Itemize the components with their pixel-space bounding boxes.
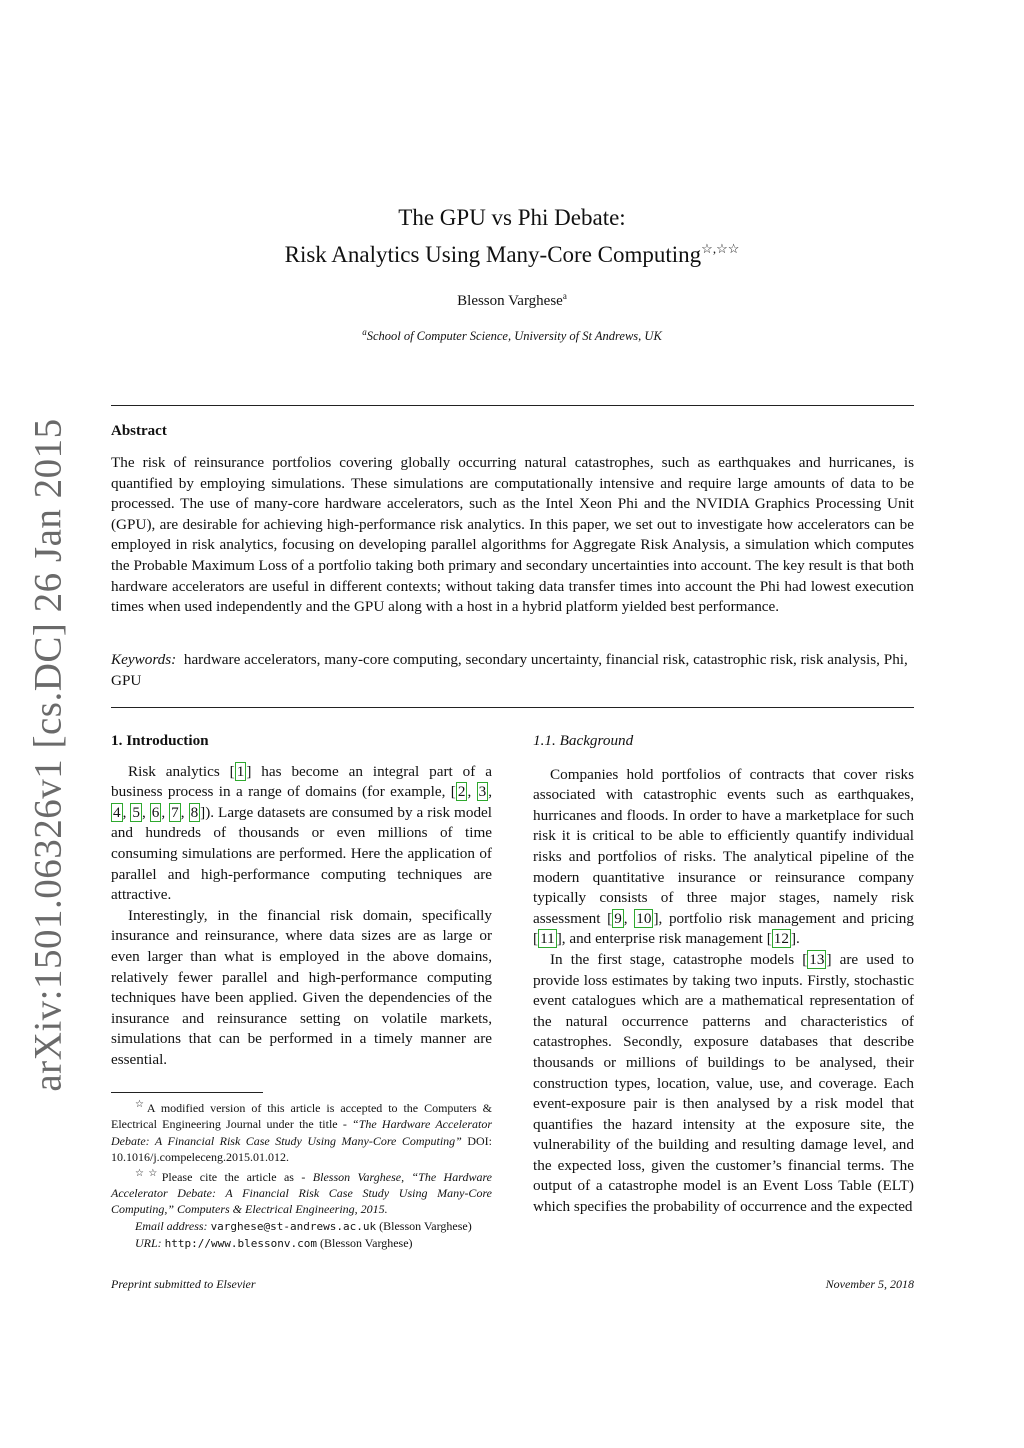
citation-link[interactable]: 10 (636, 909, 652, 927)
footnote-rule (111, 1092, 263, 1093)
citation-link[interactable]: 5 (132, 803, 140, 821)
url-footnote: URL: http://www.blessonv.com (Blesson Varghese) (135, 1236, 413, 1251)
citation-link[interactable]: 12 (773, 930, 789, 948)
intro-paragraph-1: Risk analytics [ 1 ] has become an integral part of a business process in a range of domains (for example, [ 2 , 3 , 4 , 5 , 6 , 7 , 8 ]). Large datasets are consumed by a risk model and hundreds of thousands or even millions of time consuming simulations are performed. Here the application of parallel and high-performance computing techniques are attractive. (111, 762, 493, 904)
footnote-2: ☆☆Please cite the article as - Blesson Varghese, “The Hardware Accelerator Debate: A Financial Risk Case Study Using Many-Core Computing,” Computers & Electrical Engineering, 2015. (111, 1167, 493, 1217)
citation-link[interactable]: 13 (809, 950, 825, 968)
paper-title (110, 202, 914, 270)
footnotes (111, 1097, 492, 1253)
citation-link[interactable]: 1 (236, 762, 245, 780)
top-rule (111, 405, 914, 406)
citation-link[interactable]: 11 (540, 930, 555, 948)
citation-link[interactable]: 4 (113, 803, 121, 821)
author-line (110, 291, 914, 310)
right-column (533, 731, 914, 1218)
intro-paragraph-2: Interestingly, in the financial risk domain, specifically insurance and reinsurance, where data sizes are as large or even larger than what is employed in the above domains, relatively fewer parallel and high-performance computing techniques have been applied. Given the dependencies of the insurance and reinsurance setting on volatile markets, simulations that can be performed in a timely manner are essential. (111, 906, 492, 1068)
keywords-label: Keywords: (111, 651, 177, 668)
background-heading: 1.1. Background (533, 732, 634, 749)
citation-link[interactable]: 8 (190, 803, 199, 821)
affiliation (110, 327, 914, 344)
footer-preprint-note: Preprint submitted to Elsevier (111, 1277, 256, 1291)
title-footnote-marks: ☆,☆☆ (701, 241, 740, 256)
email-footnote: Email address: varghese@st-andrews.ac.uk (Blesson Varghese) (135, 1218, 472, 1233)
author-name: Blesson Varghese (457, 293, 563, 309)
citation-link[interactable]: 9 (614, 909, 622, 927)
citation-link[interactable]: 2 (457, 783, 466, 801)
citation-link[interactable]: 6 (151, 803, 160, 821)
author-affil-mark: a (562, 291, 567, 301)
keywords-text: hardware accelerators, many-core computing, secondary uncertainty, financial risk, catastrophic risk, risk analysis, Phi, GPU (111, 651, 908, 689)
background-paragraph-2: In the first stage, catastrophe models [ 13 ] are used to provide loss estimates by taking two inputs. Firstly, stochastic event catalogues which are a mathematical representation of the natural occurrence patterns and characteristics of catastrophes. Secondly, exposure databases that describe thousands or millions of buildings to be analysed, their construction types, location, value, use, and coverage. Each event-exposure pair is then analysed by a risk model that quantifies the hazard intensity at the exposure site, the vulnerability of the building and resulting damage level, and the expected loss, given the customer’s financial terms. The output of a catastrophe model is an Event Loss Table (ELT) which specifies the probability of occurrence and the expected (533, 950, 914, 1216)
background-paragraph-1: Companies hold portfolios of contracts that cover risks associated with catastrophic events such as earthquakes, hurricanes and floods. In order to have a marketplace for such risk it is critical to be able to efficiently quantify individual risks and portfolios of risks. The analytical pipeline of the modern quantitative insurance or reinsurance company typically consists of three major stages, namely risk assessment [ 9 , 10 ], portfolio risk management and pricing [ 11 ], and enterprise risk management [ 12 ]. (533, 765, 914, 948)
citation-link[interactable]: 3 (478, 783, 487, 801)
url-link[interactable]: http://www.blessonv.com (164, 1237, 317, 1251)
keywords (111, 650, 914, 691)
intro-heading: 1. Introduction (111, 732, 209, 749)
arxiv-sidebar (8, 418, 88, 1092)
abstract-heading: Abstract (111, 423, 167, 439)
affil-mark: a (362, 327, 367, 337)
title-line-1: The GPU vs Phi Debate: (398, 205, 626, 230)
arxiv-identifier: arXiv:1501.06326v1 [cs.DC] 26 Jan 2015 (26, 418, 70, 1092)
citation-link[interactable]: 7 (171, 803, 179, 821)
left-column (111, 731, 492, 1071)
abstract-body: The risk of reinsurance portfolios covering globally occurring natural catastrophes, such as earthquakes and hurricanes, is quantified by employing simulations. These simulations are computationally intensive and require large amounts of data to be processed. The use of many-core hardware accelerators, such as the Intel Xeon Phi and the NVIDIA Graphics Processing Unit (GPU), are desirable for achieving high-performance risk analytics. In this paper, we set out to investigate how accelerators can be employed in risk analytics, focusing on developing parallel algorithms for Aggregate Risk Analysis, a simulation which computes the Probable Maximum Loss of a portfolio taking both primary and secondary uncertainties into account. The key result is that both hardware accelerators are useful in different contexts; without taking data transfer times into account the Phi had lowest execution times when used independently and the GPU along with a host in a hybrid platform yielded best performance. (111, 454, 914, 616)
email-link[interactable]: varghese@st-andrews.ac.uk (210, 1219, 377, 1233)
footnote-1: ☆A modified version of this article is accepted to the Computers & Electrical Engineering Journal under the title - “The Hardware Accelerator Debate: A Financial Risk Case Study Using Many-Core Computing” DOI: 10.1016/j.compeleceng.2015.01.012. (111, 1099, 492, 1165)
affiliation-text: School of Computer Science, University of St Andrews, UK (366, 329, 662, 344)
abstract-bottom-rule (111, 707, 914, 708)
title-line-2-text: Risk Analytics Using Many-Core Computing (284, 242, 702, 267)
title-line-2 (110, 233, 914, 270)
footer-date: November 5, 2018 (825, 1277, 914, 1291)
